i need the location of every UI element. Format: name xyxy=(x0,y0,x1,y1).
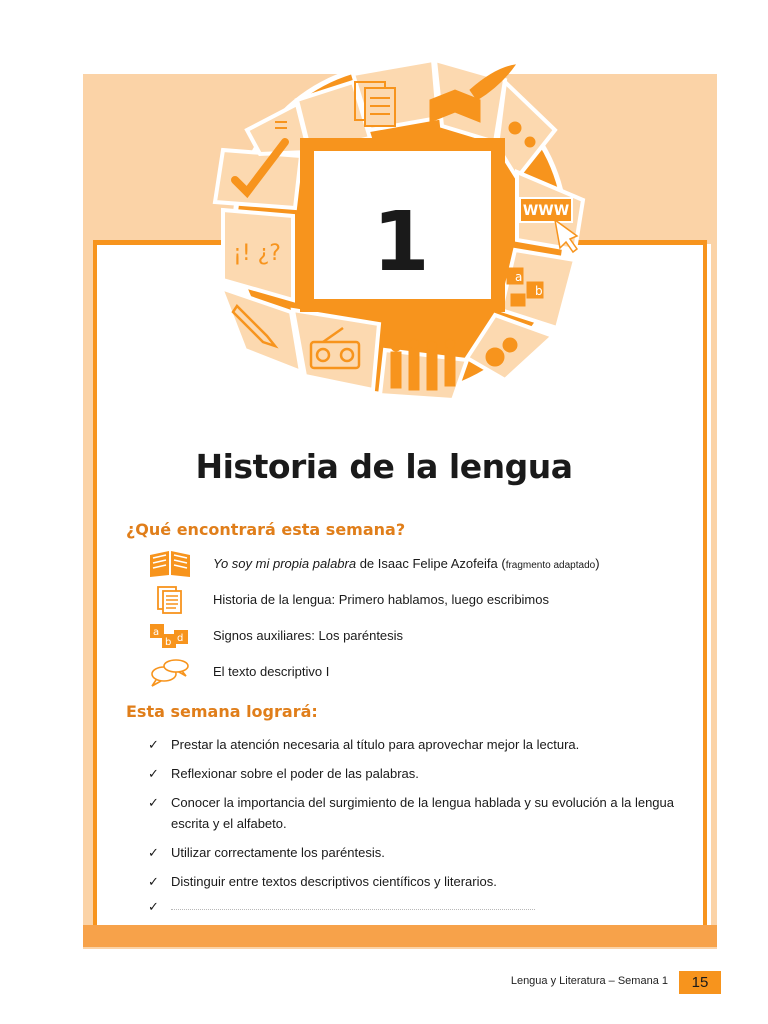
svg-text:a: a xyxy=(153,627,160,638)
open-book-icon xyxy=(148,548,194,580)
panel-bottom-band xyxy=(83,925,717,947)
panel-right-border xyxy=(703,240,707,930)
goals-heading: Esta semana logrará: xyxy=(126,702,318,721)
page-title: Historia de la lengua xyxy=(195,447,573,486)
page-number: 15 xyxy=(679,971,721,994)
gears-icon xyxy=(486,348,504,366)
contents-heading: ¿Qué encontrará esta semana? xyxy=(126,520,406,539)
check-icon: ✓ xyxy=(148,737,159,752)
content-item: Yo soy mi propia palabra de Isaac Felipe Azofeifa (fragmento adaptado) xyxy=(148,548,194,580)
www-label: WWW xyxy=(522,203,570,219)
hands-icon xyxy=(509,122,521,134)
book-title: Yo soy mi propia palabra xyxy=(213,556,357,571)
unit-number: 1 xyxy=(372,195,430,290)
speech-bubbles-icon xyxy=(148,656,194,688)
documents-icon xyxy=(148,584,194,616)
content-item-text: Signos auxiliares: Los paréntesis xyxy=(213,628,404,643)
content-item xyxy=(148,584,549,616)
check-icon: ✓ xyxy=(148,795,159,810)
punctuation-signs: ¡! ¿? xyxy=(233,241,281,266)
check-icon: ✓ xyxy=(148,899,159,914)
unit-emblem xyxy=(205,60,595,400)
svg-text:b: b xyxy=(165,637,172,648)
check-icon: ✓ xyxy=(148,845,159,860)
letter-blocks-icon xyxy=(148,620,194,652)
panel-left-border xyxy=(93,240,97,930)
content-item-text: El texto descriptivo I xyxy=(213,664,330,679)
blank-fill-line xyxy=(171,909,535,910)
content-item-text: Historia de la lengua: Primero hablamos, luego escribimos xyxy=(213,592,549,607)
content-item xyxy=(148,656,330,688)
svg-text:b: b xyxy=(535,284,543,298)
svg-text:d: d xyxy=(177,633,184,644)
check-icon: ✓ xyxy=(148,766,159,781)
svg-text:a: a xyxy=(515,270,523,284)
content-item xyxy=(148,620,404,652)
footer-text: Lengua y Literatura – Semana 1 xyxy=(510,975,668,987)
check-icon: ✓ xyxy=(148,874,159,889)
